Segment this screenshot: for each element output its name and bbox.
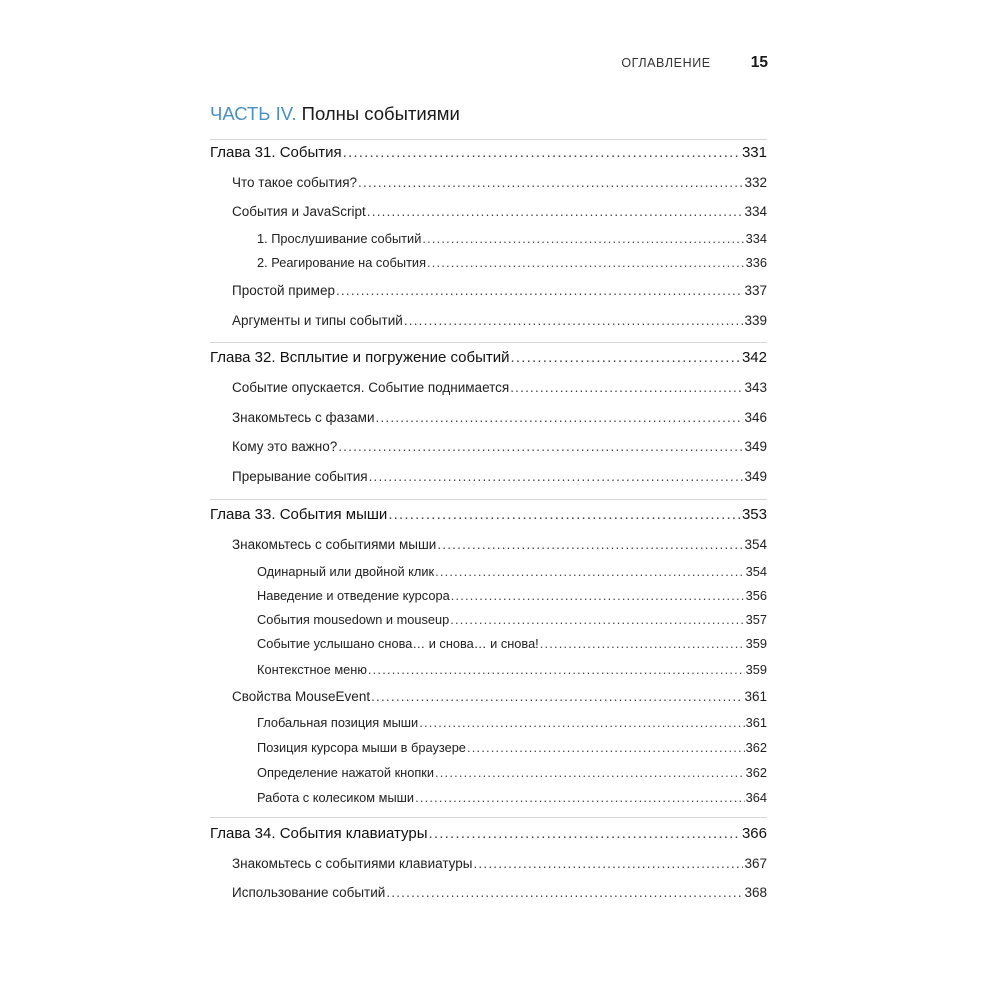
toc-entry-page: 354	[744, 537, 767, 552]
dot-leader	[415, 792, 745, 805]
toc-entry-page: 346	[744, 410, 767, 425]
toc-entry-title: Прерывание события	[232, 469, 368, 484]
dot-leader	[376, 411, 744, 425]
dot-leader	[371, 690, 743, 704]
toc-entry-title: Что такое события?	[232, 175, 358, 190]
toc-entry-title: Глобальная позиция мыши	[257, 715, 419, 730]
toc-section-entry[interactable]	[232, 857, 767, 871]
dot-leader	[368, 664, 745, 677]
toc-entry-page: 334	[745, 231, 767, 246]
dot-leader	[338, 440, 743, 454]
toc-entry-title: Глава 31. События	[210, 144, 342, 161]
dot-leader	[510, 381, 743, 395]
dot-leader	[388, 507, 741, 522]
dot-leader	[450, 614, 744, 627]
toc-section-entry[interactable]	[232, 690, 767, 704]
toc-section-entry[interactable]	[232, 470, 767, 484]
toc-entry-title: Работа с колесиком мыши	[257, 790, 415, 805]
dot-leader	[467, 742, 745, 755]
toc-entry-title: Событие услышано снова… и снова… и снова!	[257, 636, 539, 651]
toc-entry-title: Знакомьтесь с событиями мыши	[232, 537, 437, 552]
toc-entry-title: 1. Прослушивание событий	[257, 231, 422, 246]
toc-entry-page: 368	[744, 885, 767, 900]
toc-entry-page: 337	[744, 283, 767, 298]
toc-section-entry[interactable]	[257, 614, 767, 627]
dot-leader	[336, 284, 744, 298]
toc-entry-page: 336	[745, 255, 767, 270]
toc-section-entry[interactable]	[232, 886, 767, 900]
toc-entry-title: Знакомьтесь с фазами	[232, 410, 375, 425]
toc-entry-page: 367	[744, 856, 767, 871]
dot-leader	[473, 857, 743, 871]
dot-leader	[343, 145, 741, 160]
toc-entry-title: Глава 34. События клавиатуры	[210, 825, 428, 842]
toc-section-entry[interactable]	[257, 638, 767, 651]
dot-leader	[428, 826, 740, 841]
toc-section-entry[interactable]	[232, 411, 767, 425]
toc-chapter-entry[interactable]	[210, 350, 767, 365]
part-name: Полны событиями	[301, 103, 460, 124]
dot-leader	[437, 538, 743, 552]
toc-section-entry[interactable]	[257, 257, 767, 270]
toc-section-entry[interactable]	[232, 314, 767, 328]
toc-entry-page: 334	[744, 204, 767, 219]
toc-entry-title: Глава 32. Всплытие и погружение событий	[210, 349, 510, 366]
page-number: 15	[750, 54, 768, 71]
toc-entry-page: 362	[745, 740, 767, 755]
dot-leader	[435, 566, 745, 579]
toc-entry-title: Событие опускается. Событие поднимается	[232, 380, 510, 395]
toc-entry-page: 353	[741, 506, 767, 523]
toc-section-entry[interactable]	[257, 566, 767, 579]
toc-entry-title: Одинарный или двойной клик	[257, 564, 435, 579]
toc-entry-title: События mousedown и mouseup	[257, 612, 450, 627]
toc-entry-page: 356	[745, 588, 767, 603]
toc-section-entry[interactable]	[232, 538, 767, 552]
dot-leader	[358, 176, 743, 190]
toc-entry-title: Использование событий	[232, 885, 386, 900]
toc-entry-title: Знакомьтесь с событиями клавиатуры	[232, 856, 473, 871]
dot-leader	[540, 638, 745, 651]
toc-section-entry[interactable]	[232, 381, 767, 395]
toc-entry-page: 359	[745, 636, 767, 651]
dot-leader	[435, 767, 745, 780]
dot-leader	[427, 257, 745, 270]
dot-leader	[511, 350, 741, 365]
dot-leader	[422, 233, 744, 246]
dot-leader	[451, 590, 745, 603]
toc-entry-title: Контекстное меню	[257, 662, 367, 677]
toc-entry-page: 357	[745, 612, 767, 627]
toc-entry-page: 364	[745, 790, 767, 805]
toc-chapter-entry[interactable]	[210, 507, 767, 522]
toc-section-entry[interactable]	[257, 590, 767, 603]
toc-section-entry[interactable]	[257, 742, 767, 755]
toc-entry-title: Позиция курсора мыши в браузере	[257, 740, 466, 755]
toc-section-entry[interactable]	[257, 767, 767, 780]
dot-leader	[369, 470, 744, 484]
toc-entry-title: Наведение и отведение курсора	[257, 588, 450, 603]
running-head-title: ОГЛАВЛЕНИЕ	[621, 56, 711, 70]
toc-entry-page: 361	[745, 715, 767, 730]
toc-section-entry[interactable]	[232, 176, 767, 190]
toc-chapter-entry[interactable]	[210, 826, 767, 841]
dot-leader	[419, 717, 744, 730]
chapter-divider	[210, 342, 767, 343]
toc-entry-page: 354	[745, 564, 767, 579]
toc-entry-title: Аргументы и типы событий	[232, 313, 403, 328]
toc-entry-page: 366	[741, 825, 767, 842]
toc-entry-title: Глава 33. События мыши	[210, 506, 388, 523]
toc-entry-title: Определение нажатой кнопки	[257, 765, 435, 780]
toc-section-entry[interactable]	[232, 205, 767, 219]
part-label: ЧАСТЬ IV.	[210, 103, 297, 124]
toc-entry-title: Кому это важно?	[232, 439, 338, 454]
dot-leader	[404, 314, 744, 328]
dot-leader	[367, 205, 744, 219]
toc-section-entry[interactable]	[257, 792, 767, 805]
toc-entry-page: 361	[744, 689, 767, 704]
toc-entry-page: 349	[744, 469, 767, 484]
toc-entry-page: 342	[741, 349, 767, 366]
chapter-divider	[210, 139, 767, 140]
toc-entry-title: 2. Реагирование на события	[257, 255, 427, 270]
toc-section-entry[interactable]	[232, 284, 767, 298]
toc-entry-title: Свойства MouseEvent	[232, 689, 371, 704]
toc-entry-page: 349	[744, 439, 767, 454]
toc-section-entry[interactable]	[257, 664, 767, 677]
toc-entry-page: 359	[745, 662, 767, 677]
toc-entry-title: События и JavaScript	[232, 204, 366, 219]
toc-entry-page: 343	[744, 380, 767, 395]
toc-entry-page: 332	[744, 175, 767, 190]
chapter-divider	[210, 817, 767, 818]
toc-entry-page: 362	[745, 765, 767, 780]
dot-leader	[386, 886, 743, 900]
toc-section-entry[interactable]	[232, 440, 767, 454]
toc-chapter-entry[interactable]	[210, 145, 767, 160]
toc-entry-title: Простой пример	[232, 283, 335, 298]
toc-entry-page: 339	[744, 313, 767, 328]
toc-section-entry[interactable]	[257, 233, 767, 246]
toc-entry-page: 331	[741, 144, 767, 161]
chapter-divider	[210, 499, 767, 500]
toc-section-entry[interactable]	[257, 717, 767, 730]
